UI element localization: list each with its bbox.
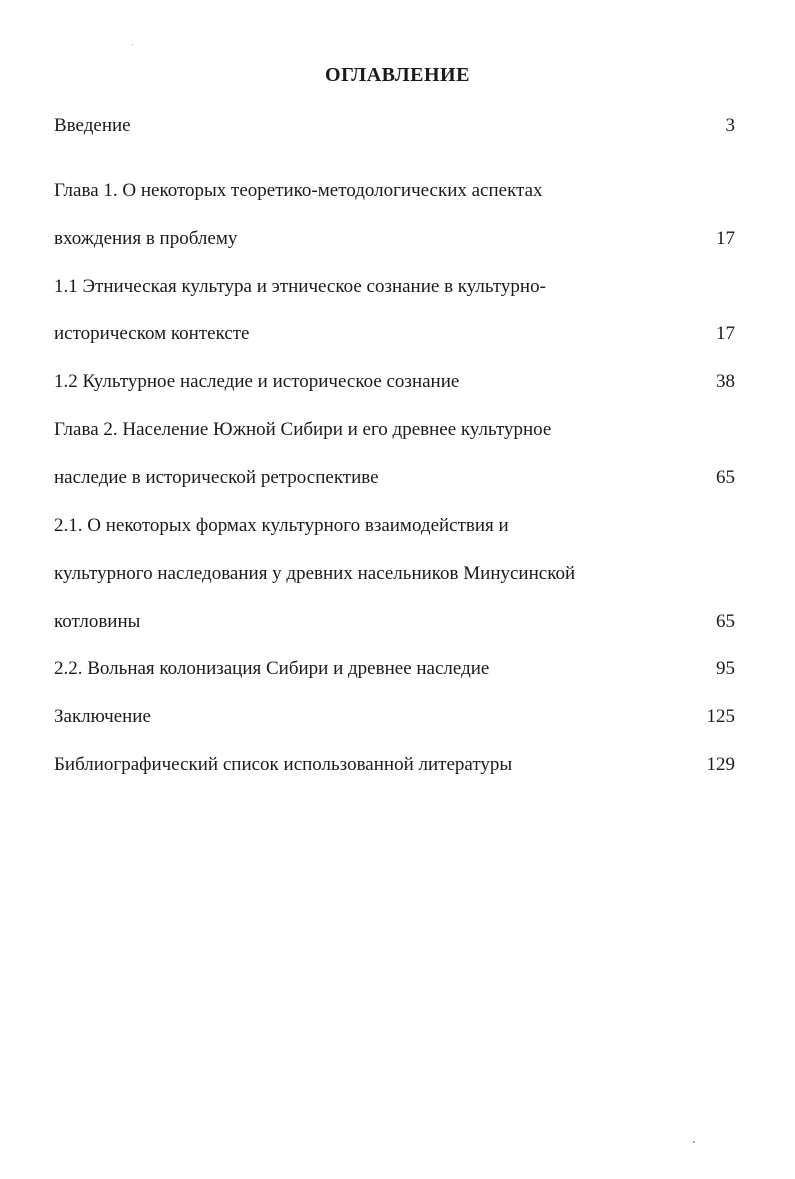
toc-entry-section2-2-page: 95 — [716, 658, 735, 679]
toc-entry-bibliography-text: Библиографический список использованной литературы — [54, 754, 513, 775]
toc-entry-section1-1-line2: историческом контексте — [54, 323, 250, 344]
scan-speck — [132, 44, 133, 45]
toc-entry-section2-1-line3: котловины — [54, 611, 141, 632]
scan-speck — [693, 1141, 695, 1143]
toc-entry-section2-1-line1: 2.1. О некоторых формах культурного взаимодействия и — [54, 515, 509, 536]
toc-entry-conclusion-page: 125 — [706, 706, 735, 727]
toc-entry-bibliography-page: 129 — [706, 754, 735, 775]
toc-entry-chapter2-page: 65 — [716, 467, 735, 488]
toc-entry-chapter2-line2: наследие в исторической ретроспективе — [54, 467, 379, 488]
toc-entry-section1-1-page: 17 — [716, 323, 735, 344]
toc-entry-chapter1-line1: Глава 1. О некоторых теоретико-методологических аспектах — [54, 180, 543, 201]
toc-entry-section1-1-line1: 1.1 Этническая культура и этническое сознание в культурно- — [54, 276, 546, 297]
toc-entry-chapter1-page: 17 — [716, 228, 735, 249]
toc-entry-intro-page: 3 — [725, 115, 735, 136]
toc-entry-section2-1-page: 65 — [716, 611, 735, 632]
page-title: ОГЛАВЛЕНИЕ — [325, 64, 470, 86]
toc-entry-chapter1-line2: вхождения в проблему — [54, 228, 238, 249]
toc-entry-conclusion-text: Заключение — [54, 706, 151, 727]
toc-entry-section1-2-page: 38 — [716, 371, 735, 392]
toc-entry-section1-2-text: 1.2 Культурное наследие и историческое сознание — [54, 371, 460, 392]
toc-entry-intro-text: Введение — [54, 115, 131, 136]
toc-entry-section2-2-text: 2.2. Вольная колонизация Сибири и древнее наследие — [54, 658, 490, 679]
toc-entry-section2-1-line2: культурного наследования у древних насельников Минусинской — [54, 563, 576, 584]
toc-entry-chapter2-line1: Глава 2. Население Южной Сибири и его древнее культурное — [54, 419, 552, 440]
